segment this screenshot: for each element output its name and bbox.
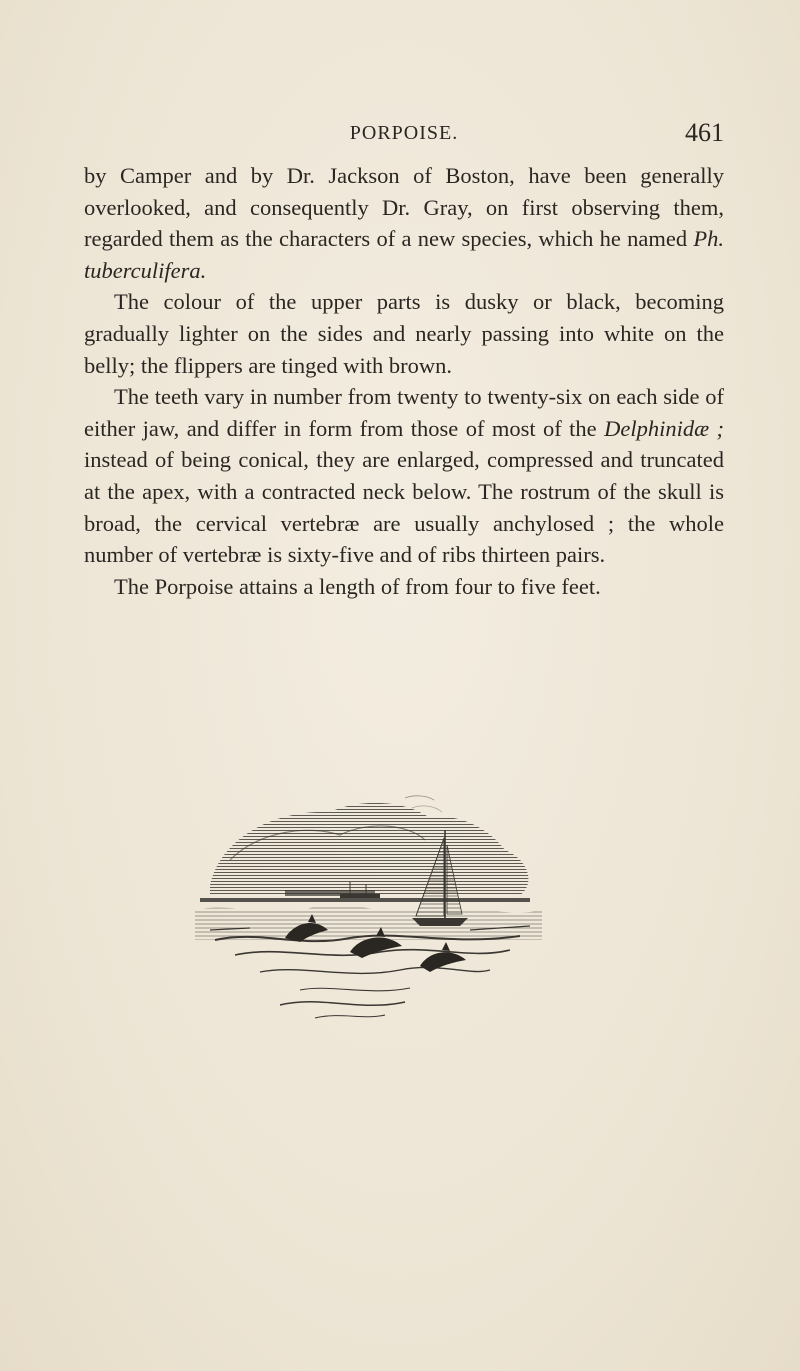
page-number: 461	[685, 118, 724, 147]
sky-clouds	[210, 796, 528, 895]
running-title: PORPOISE.	[349, 122, 459, 144]
text-segment: The Porpoise attains a length of from four to five feet.	[114, 573, 601, 599]
porpoise-right	[420, 942, 466, 972]
body-text	[84, 160, 724, 602]
running-head	[84, 118, 724, 152]
seascape-illustration	[190, 790, 550, 1025]
foreground-waves	[280, 1002, 405, 1018]
paragraph-1	[84, 160, 724, 286]
family-name: Delphinidæ ;	[604, 415, 724, 441]
paragraph-4	[84, 571, 724, 603]
paragraph-2	[84, 286, 724, 381]
text-segment: by Camper and by Dr. Jackson of Boston, have been generally overlooked, and consequently Dr. Gray, on first observing them, regarded them as the characters of a new species, which he named	[84, 163, 724, 252]
text-segment: instead of being conical, they are enlarged, compressed and truncated at the apex, with a contracted neck below. The rostrum of the skull is broad, the cervical vertebræ are usually anchylosed ; the whole number of vertebræ is sixty-five and of ribs thirteen pairs.	[84, 447, 724, 568]
paragraph-3	[84, 381, 724, 571]
text-segment: The colour of the upper parts is dusky or black, becoming gradually lighter on the sides and nearly passing into white on the belly; the flippers are tinged with brown.	[84, 289, 724, 378]
text-segment: The teeth vary in number from twenty to twenty-six on each side of either jaw, and differ in form from those of most of the	[84, 384, 724, 441]
species-name: Ph. tuberculifera.	[84, 226, 724, 283]
